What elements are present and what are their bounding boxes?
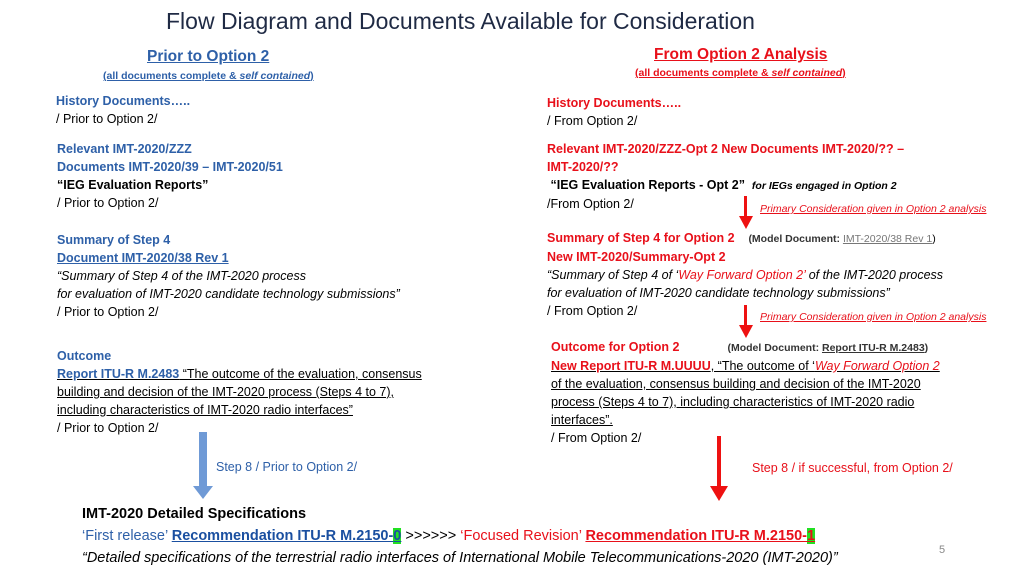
right-down-arrow-3 — [709, 436, 729, 502]
summary-doc-link[interactable]: Document IMT-2020/38 Rev 1 — [57, 251, 229, 265]
right-outcome: Outcome for Option 2 (Model Document: Report ITU-R M.2483) New Report ITU-R M.UUUU, “The outcome of ‘Way Forward Option 2 of the evaluation, consensus building and decision of the IMT-2020 process (Steps 4 to 7), including characteristics of IMT-2020 radio interfaces”. / From Option 2/ — [551, 340, 940, 445]
rec-2150-0-link[interactable]: Recommendation ITU-R M.2150-0 — [171, 528, 402, 544]
right-step8: Step 8 / if successful, from Option 2/ — [752, 461, 953, 475]
model-doc-link-2[interactable]: Report ITU-R M.2483 — [821, 342, 925, 354]
spec-section: IMT-2020 Detailed Specifications ‘First release’ Recommendation ITU-R M.2150-0 >>>>>> ‘Focused Revision’ Recommendation ITU-R M.2150-1 “Detailed specifications of the terrestrial radio interfaces of International Mobile Telecommunications-2020 (IMT-2020)” — [82, 506, 838, 566]
primary-consideration-2: Primary Consideration given in Option 2 analysis — [760, 311, 987, 323]
left-history: History Documents….. / Prior to Option 2/ — [56, 94, 191, 126]
left-outcome: Outcome Report ITU-R M.2483 “The outcome of the evaluation, consensus building and decision of the IMT-2020 process (Steps 4 to 7), including characteristics of IMT-2020 radio interfaces” / Prior to Option 2/ — [57, 349, 422, 435]
left-step8: Step 8 / Prior to Option 2/ — [216, 460, 358, 474]
right-down-arrow-2 — [738, 305, 754, 339]
right-history: History Documents….. / From Option 2/ — [547, 96, 682, 128]
left-relevant: Relevant IMT-2020/ZZZ Documents IMT-2020/39 – IMT-2020/51 “IEG Evaluation Reports” / Prior to Option 2/ — [57, 142, 283, 210]
right-subheader: (all documents complete & self contained) — [635, 67, 846, 79]
right-header: From Option 2 Analysis — [654, 46, 828, 63]
right-relevant: Relevant IMT-2020/ZZZ-Opt 2 New Documents IMT-2020/?? – IMT-2020/?? “IEG Evaluation Reports - Opt 2” for IEGs engaged in Option 2 /From Option 2/ — [547, 142, 905, 211]
left-summary: Summary of Step 4 Document IMT-2020/38 Rev 1 “Summary of Step 4 of the IMT-2020 process for evaluation of IMT-2020 candidate technology submissions” / Prior to Option 2/ — [57, 233, 400, 319]
report-m2483-link[interactable]: Report ITU-R M.2483 — [57, 367, 180, 381]
left-header: Prior to Option 2 — [147, 48, 270, 65]
primary-consideration-1: Primary Consideration given in Option 2 analysis — [760, 203, 987, 215]
model-doc-link-1[interactable]: IMT-2020/38 Rev 1 — [842, 233, 933, 245]
left-down-arrow — [192, 432, 214, 500]
page-title: Flow Diagram and Documents Available for Consideration — [166, 8, 755, 34]
right-summary: Summary of Step 4 for Option 2 (Model Document: IMT-2020/38 Rev 1) New IMT-2020/Summary-Opt 2 “Summary of Step 4 of ‘Way Forward Option 2’ of the IMT-2020 process for evaluation of IMT-2020 candidate technology submissions” / From Option 2/ — [547, 231, 944, 318]
left-subheader: (all documents complete & self contained) — [103, 70, 314, 82]
right-down-arrow-1 — [738, 196, 754, 230]
page-number: 5 — [939, 544, 946, 556]
rec-2150-1-link[interactable]: Recommendation ITU-R M.2150-1 — [585, 528, 816, 544]
